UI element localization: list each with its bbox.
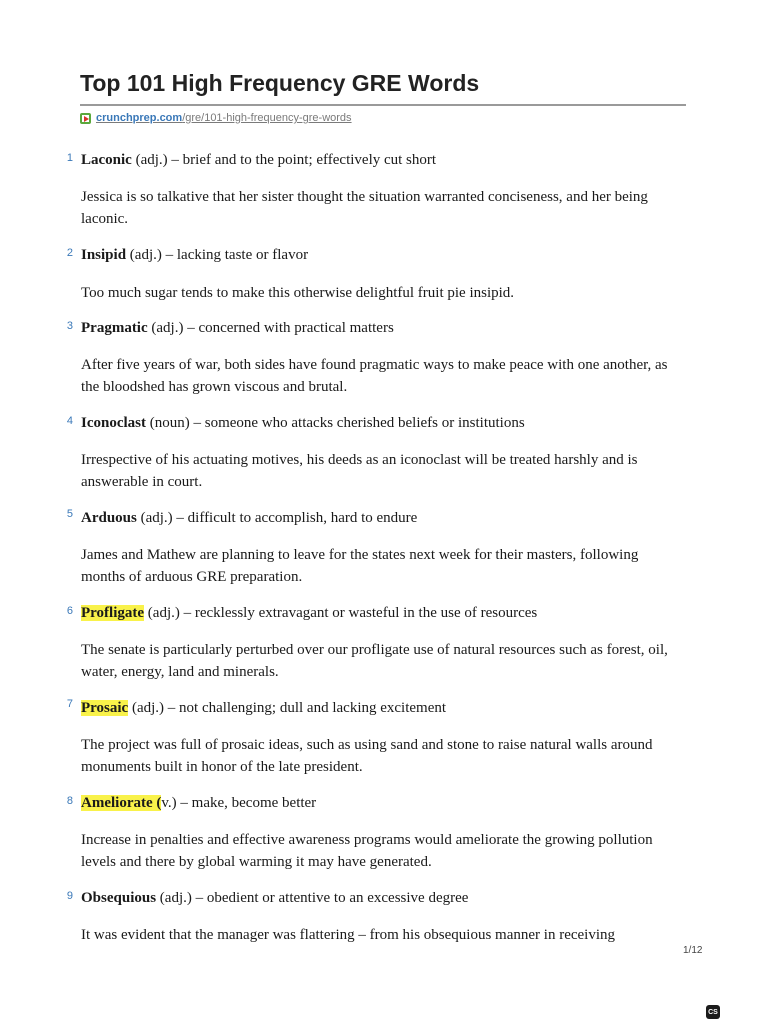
- entry-number: 1: [66, 152, 73, 164]
- entry-definition: [81, 507, 417, 529]
- entry-pos-definition: (adj.) – not challenging; dull and lacking excitement: [128, 700, 447, 716]
- entry-pos-definition: (noun) – someone who attacks cherished beliefs or institutions: [146, 415, 525, 431]
- page-title: Top 101 High Frequency GRE Words: [80, 70, 480, 96]
- entry-word: Insipid: [81, 247, 127, 263]
- entry-word: Pragmatic: [81, 320, 148, 336]
- entry-example: It was evident that the manager was flattering – from his obsequious manner in receiving: [81, 927, 616, 943]
- entry-definition: [81, 602, 537, 624]
- entry-number: 4: [66, 415, 73, 427]
- entry-pos-definition: (adj.) – recklessly extravagant or wasteful in the use of resources: [144, 605, 538, 621]
- entry-word-highlighted: Profligate: [81, 605, 145, 621]
- entry-definition: [81, 412, 525, 434]
- entry-definition: [81, 887, 468, 909]
- entry-definition: [81, 792, 316, 814]
- source-domain[interactable]: crunchprep.com: [96, 112, 183, 124]
- entry-pos-definition: (adj.) – obedient or attentive to an excessive degree: [156, 890, 469, 906]
- entry-example: The project was full of prosaic ideas, such as using sand and stone to raise natural walls around monuments built in honor of the late president.: [81, 737, 653, 775]
- entry-word: Obsequious: [81, 890, 157, 906]
- entry-number: 9: [66, 890, 73, 902]
- title-divider: [80, 104, 686, 106]
- entry-number: 3: [66, 320, 73, 332]
- entry-example: Too much sugar tends to make this otherwise delightful fruit pie insipid.: [81, 285, 515, 301]
- entry-example: Increase in penalties and effective awareness programs would ameliorate the growing pollution levels and there by global warming it may have generated.: [81, 832, 653, 870]
- entry-number: 7: [66, 698, 73, 710]
- page-indicator: 1/12: [683, 945, 703, 956]
- entry-number: 8: [66, 795, 73, 807]
- source-path[interactable]: /gre/101-high-frequency-gre-words: [182, 112, 352, 124]
- entry-word-highlighted: Prosaic: [81, 700, 129, 716]
- entry-example: After five years of war, both sides have found pragmatic ways to make peace with one another, as the bloodshed has grown viscous and brutal.: [81, 357, 668, 395]
- entry-pos-definition: v.) – make, become better: [161, 795, 317, 811]
- entry-number: 5: [66, 508, 73, 520]
- entry-pos-definition: (adj.) – difficult to accomplish, hard to endure: [136, 510, 418, 526]
- entry-word: Arduous: [81, 510, 137, 526]
- entry-definition: [81, 149, 436, 171]
- entry-word-highlighted: Ameliorate (: [81, 795, 162, 811]
- entry-example: Irrespective of his actuating motives, his deeds as an iconoclast will be treated harshly and is answerable in court.: [81, 452, 638, 490]
- cs-logo-badge: CS: [706, 1005, 720, 1019]
- entry-word: Iconoclast: [81, 415, 146, 431]
- entry-definition: [81, 244, 308, 266]
- entry-example: Jessica is so talkative that her sister thought the situation warranted conciseness, and her being laconic.: [81, 189, 648, 227]
- source-url[interactable]: [96, 112, 352, 124]
- source-link[interactable]: [80, 110, 352, 126]
- entry-number: 6: [66, 605, 73, 617]
- entry-pos-definition: (adj.) – brief and to the point; effectively cut short: [131, 152, 437, 168]
- crunchprep-favicon-icon: [80, 113, 91, 124]
- entry-pos-definition: (adj.) – concerned with practical matters: [147, 320, 394, 336]
- entry-number: 2: [66, 247, 73, 259]
- entry-definition: [81, 317, 394, 339]
- entry-pos-definition: (adj.) – lacking taste or flavor: [126, 247, 309, 263]
- entry-definition: [81, 697, 446, 719]
- entry-example: The senate is particularly perturbed over our profligate use of natural resources such as forest, oil, water, energy, land and minerals.: [81, 642, 668, 680]
- entry-example: James and Mathew are planning to leave for the states next week for their masters, following months of arduous GRE preparation.: [81, 547, 639, 585]
- entry-word: Laconic: [81, 152, 132, 168]
